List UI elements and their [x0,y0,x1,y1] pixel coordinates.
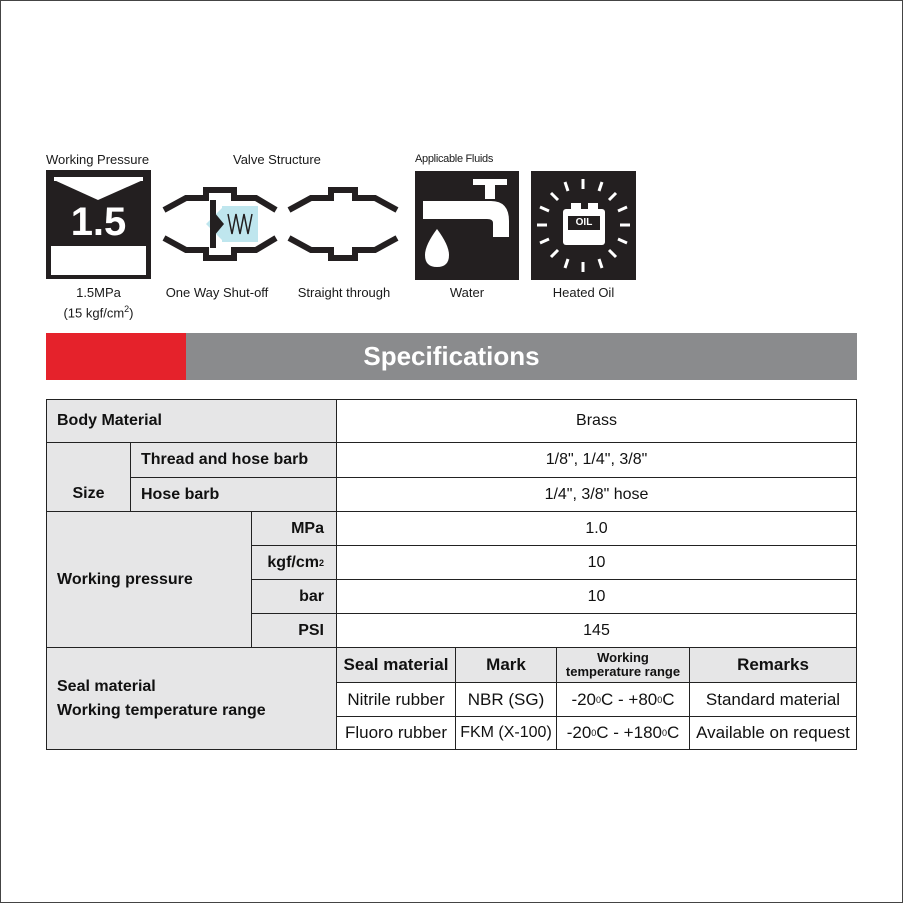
specifications-banner [46,333,857,380]
value-kgf: 10 [336,545,857,580]
straight-caption: Straight through [297,285,391,300]
one-way-caption: One Way Shut-off [165,285,269,300]
working-pressure-label: Working pressure [46,511,252,648]
seal-row1-seal: Nitrile rubber [336,682,456,717]
seal-header-seal: Seal material [336,647,456,683]
water-tap-icon [415,171,519,280]
thread-hose-barb-label: Thread and hose barb [130,442,337,478]
size-label: Size [46,442,131,512]
seal-row2-mark: FKM (X-100) [455,716,557,750]
seal-header-remarks: Remarks [689,647,857,683]
unit-mpa: MPa [251,511,337,546]
body-material-value: Brass [336,399,857,443]
seal-row2-seal: Fluoro rubber [336,716,456,750]
thread-hose-barb-value: 1/8", 1/4", 3/8" [336,442,857,478]
pressure-caption-line1: 1.5MPa [76,285,121,300]
heated-oil-icon [531,171,636,280]
water-caption: Water [449,285,485,300]
value-psi: 145 [336,613,857,648]
pressure-caption-line2: (15 kgf/$cm^2$) [63,304,134,321]
seal-header-mark: Mark [455,647,557,683]
seal-material-label [46,647,337,750]
valve-structure-header: Valve Structure [233,152,321,167]
value-mpa: 1.0 [336,511,857,546]
seal-label-line2: Working temperature range [57,701,266,719]
one-way-valve-icon [162,186,278,262]
specifications-title: Specifications [363,341,540,371]
seal-row1-temp: -20 0 C - +80 0 C [556,682,690,717]
seal-row1-mark: NBR (SG) [455,682,557,717]
seal-label-line1: Seal material [57,677,156,695]
seal-header-temp: Working temperature range [556,647,690,683]
seal-row2-remarks: Available on request [689,716,857,750]
pressure-gauge-icon [46,170,151,279]
hose-barb-label: Hose barb [130,477,337,512]
unit-psi: PSI [251,613,337,648]
hose-barb-value: 1/4", 3/8" hose [336,477,857,512]
straight-through-icon [287,186,399,262]
applicable-fluids-header: Applicable Fluids [415,153,494,165]
oil-label: OIL [575,217,593,228]
working-pressure-header: Working Pressure [46,152,150,167]
seal-row2-temp: -20 0 C - +180 0 C [556,716,690,750]
body-material-label: Body Material [46,399,337,443]
value-bar: 10 [336,579,857,614]
pressure-caption [46,284,151,321]
unit-kgf: kgf/cm 2 [251,545,337,580]
heated-oil-caption: Heated Oil [552,285,615,300]
seal-row1-remarks: Standard material [689,682,857,717]
pressure-value: 1.5 [70,200,127,244]
unit-bar: bar [251,579,337,614]
